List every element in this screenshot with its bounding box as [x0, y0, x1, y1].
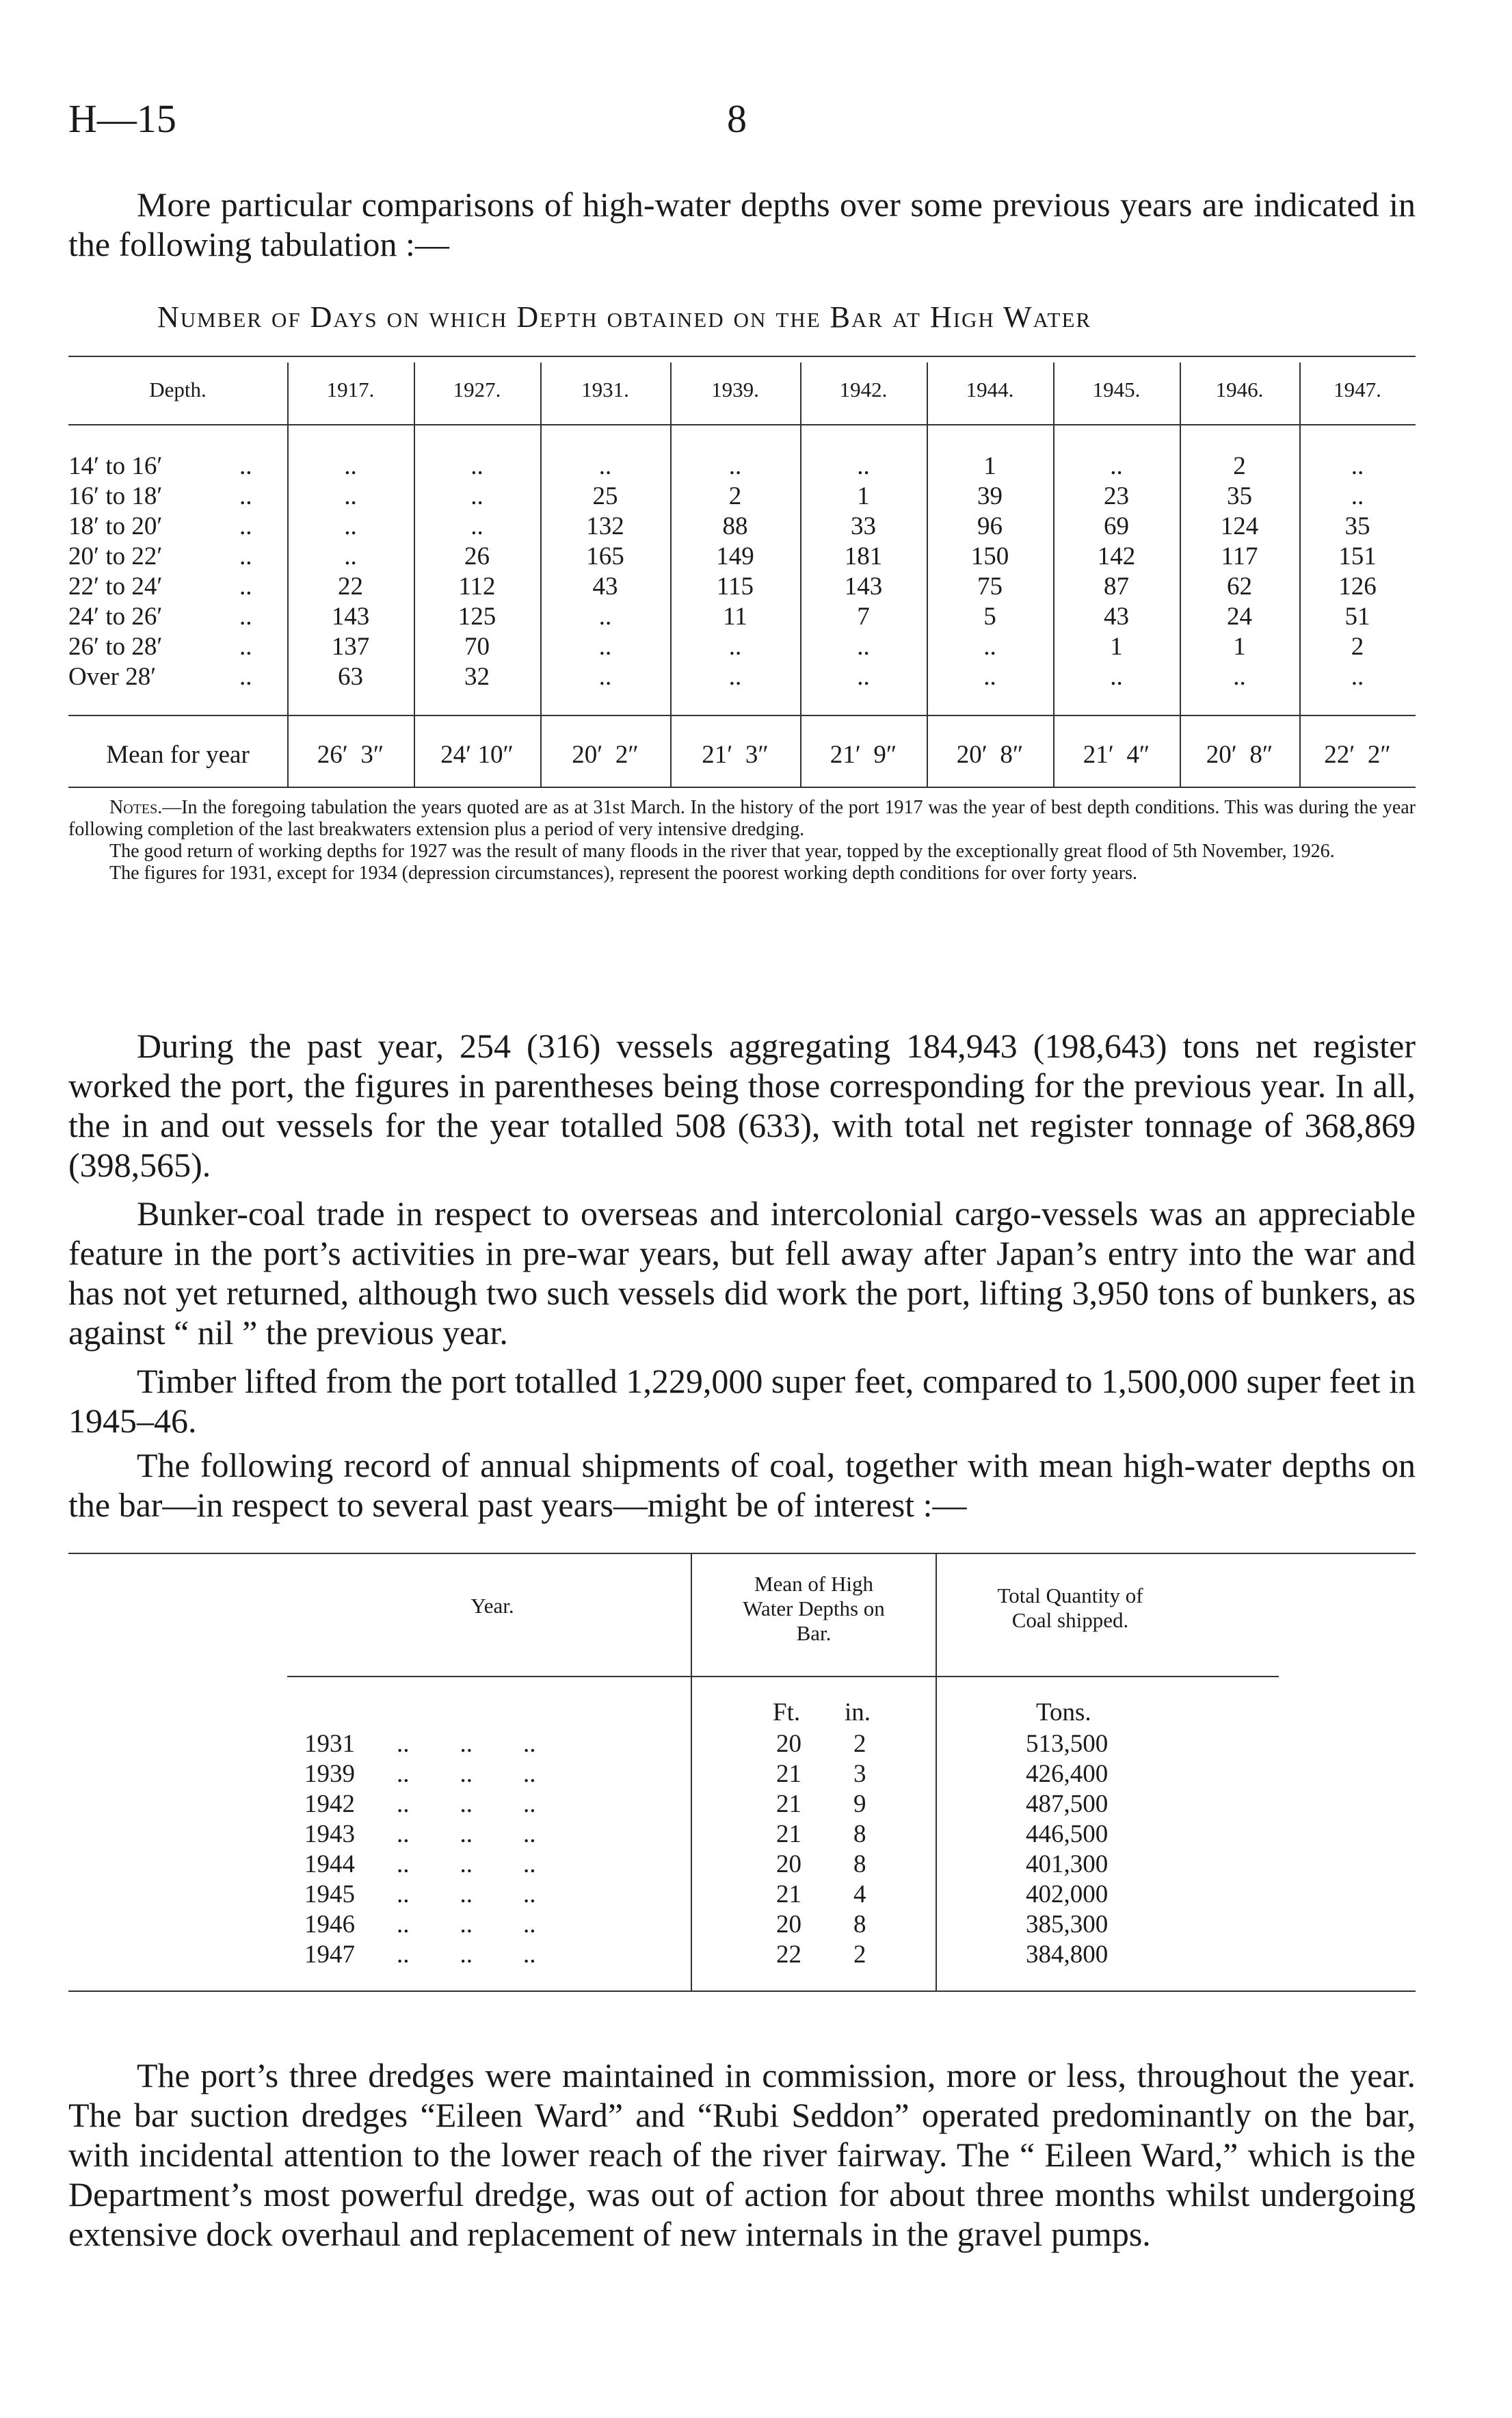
table2-year-cell: 1944	[304, 1850, 355, 1878]
table2-year-cell: 1947	[304, 1941, 355, 1969]
table1-cell: 69	[1104, 512, 1129, 540]
table2-in-cell: 8	[853, 1850, 866, 1878]
table1-cell: 96	[977, 512, 1003, 540]
table1-cell: 75	[977, 573, 1003, 601]
table1-cell: 23	[1104, 482, 1129, 510]
table1-cell: 43	[592, 573, 618, 601]
table2-in-cell: 3	[853, 1760, 866, 1788]
table2-tons-cell: 384,800	[1026, 1941, 1109, 1969]
table1-cell: 11	[723, 603, 747, 631]
table2-in-cell: 2	[853, 1730, 866, 1758]
table1-row-label: 14′ to 16′	[68, 452, 163, 480]
table1-mean-cell: 26′ 3″	[317, 741, 384, 769]
table1-cell: 39	[977, 482, 1003, 510]
table1-cell: 143	[844, 573, 883, 601]
table1-cell: 117	[1221, 542, 1258, 570]
table2-mean-header-line1: Mean of High	[754, 1572, 873, 1596]
bunker-coal-paragraph	[68, 1194, 1416, 1352]
table2-in-cell: 8	[853, 1910, 866, 1939]
timber-paragraph	[68, 1361, 1416, 1441]
table1-cell: 125	[457, 603, 496, 631]
table2-leader-dots: .. .. ..	[397, 1730, 536, 1758]
table1-cell: ..	[598, 663, 612, 691]
table1-cell: ..	[1351, 482, 1364, 510]
table1-cell: 26	[464, 542, 490, 570]
table2-year-header: Year.	[470, 1594, 514, 1618]
table1-column-header: 1942.	[839, 378, 888, 402]
table1-cell: 143	[331, 603, 370, 631]
table2-top-rule	[68, 1553, 1416, 1554]
table1-cell: ..	[983, 633, 996, 661]
table1-row-label: Over 28′	[68, 663, 157, 691]
table1-column-header: 1939.	[711, 378, 759, 402]
table1-mean-label: Mean for year	[106, 741, 250, 769]
table1-notes	[68, 797, 1416, 884]
table1-mean-cell: 21′ 4″	[1083, 741, 1150, 769]
table1-cell: 2	[1233, 452, 1246, 480]
table2-year-cell: 1931	[304, 1730, 355, 1758]
table1-cell: 88	[722, 512, 748, 540]
table2-year-cell: 1942	[304, 1790, 355, 1818]
table2-ft-cell: 21	[776, 1790, 801, 1818]
table1-cell: ..	[1110, 452, 1123, 480]
table1-cell: 70	[464, 633, 490, 661]
table2-total-header-line1: Total Quantity of	[997, 1583, 1143, 1607]
table2-divider-1	[691, 1553, 692, 1990]
intro-text: More particular comparisons of high-water depths over some previous years are indicated in the following tabulation :—	[68, 185, 1416, 263]
table1-row-leader-dots: ..	[239, 452, 252, 480]
notes-lead: Notes.	[109, 797, 163, 818]
table1-bottom-rule	[68, 787, 1416, 788]
depth-days-table	[68, 349, 1416, 800]
table2-leader-dots: .. .. ..	[397, 1850, 536, 1878]
table2-leader-dots: .. .. ..	[397, 1941, 536, 1969]
table2-in-cell: 8	[853, 1820, 866, 1848]
table1-row-leader-dots: ..	[239, 573, 252, 601]
table2-ft-cell: 22	[776, 1941, 801, 1969]
table2-ft-cell: 20	[776, 1910, 801, 1939]
table2-tons-cell: 426,400	[1026, 1760, 1109, 1788]
note-1-text: —In the foregoing tabulation the years quoted are as at 31st March. In the history of the port 1917 was the year of best depth conditions. This was during the year following completion of the last breakwaters extension plus a period of very intensive dredging.	[68, 797, 1416, 840]
table1-cell: 150	[970, 542, 1009, 570]
document-reference: H—15	[68, 96, 176, 141]
table1-cell: 137	[331, 633, 370, 661]
table1-cell: 112	[458, 573, 496, 601]
timber-text: Timber lifted from the port totalled 1,229,000 super feet, compared to 1,500,000 super feet in 1945–46.	[68, 1362, 1416, 1440]
table2-tons-cell: 446,500	[1026, 1820, 1109, 1848]
coal-intro-paragraph	[68, 1445, 1416, 1525]
table1-cell: 1	[857, 482, 870, 510]
table2-ft-cell: 20	[776, 1850, 801, 1878]
table1-cell: ..	[728, 452, 742, 480]
table2-in-cell: 4	[853, 1880, 866, 1908]
table1-cell: 62	[1227, 573, 1252, 601]
table1-cell: ..	[598, 633, 612, 661]
table2-leader-dots: .. .. ..	[397, 1760, 536, 1788]
table1-row-label: 22′ to 24′	[68, 573, 163, 601]
table1-cell: ..	[983, 663, 996, 691]
intro-paragraph	[68, 185, 1416, 264]
table2-year-cell: 1943	[304, 1820, 355, 1848]
table1-mean-cell: 21′ 3″	[702, 741, 769, 769]
table2-mean-header	[694, 1572, 933, 1646]
table1-cell: ..	[1110, 663, 1123, 691]
table1-cell: 25	[592, 482, 618, 510]
table1-cell: 63	[338, 663, 363, 691]
table2-total-header	[940, 1583, 1200, 1633]
table1-row-leader-dots: ..	[239, 512, 252, 540]
table1-header-rule	[68, 424, 1416, 425]
table2-tons-cell: 401,300	[1026, 1850, 1109, 1878]
table1-row-label: 16′ to 18′	[68, 482, 163, 510]
table1-cell: ..	[728, 663, 742, 691]
table1-title: Number of Days on which Depth obtained on the Bar at High Water	[157, 300, 1092, 334]
table1-cell: ..	[598, 452, 612, 480]
note-1	[68, 797, 1416, 841]
table1-column-header: Depth.	[149, 378, 207, 402]
table1-cell: 1	[1233, 633, 1246, 661]
table2-tons-cell: 487,500	[1026, 1790, 1109, 1818]
table2-header-rule	[287, 1676, 1279, 1677]
table2-ft-cell: 20	[776, 1730, 801, 1758]
table1-cell: 181	[844, 542, 883, 570]
table1-cell: ..	[1351, 663, 1364, 691]
table1-cell: 35	[1227, 482, 1252, 510]
table1-cell: 165	[586, 542, 624, 570]
table1-cell: 151	[1338, 542, 1377, 570]
table2-in-cell: 2	[853, 1941, 866, 1969]
dredges-text: The port’s three dredges were maintained in commission, more or less, throughout the year. The bar suction dredges “Eileen Ward” and “Rubi Seddon” operated predominantly on the bar, with incidental attention to the lower reach of the river fairway. The “ Eileen Ward,” which is the Department’s most powerful dredge, was out of action for about three months whilst undergoing extensive dock overhaul and replacement of new internals in the gravel pumps.	[68, 2056, 1416, 2253]
table1-cell: ..	[857, 663, 870, 691]
table1-cell: ..	[728, 633, 742, 661]
table1-cell: 7	[857, 603, 870, 631]
table1-cell: 5	[983, 603, 996, 631]
table1-column-header: 1927.	[453, 378, 501, 402]
table1-cell: ..	[344, 482, 357, 510]
table1-mean-cell: 20′ 8″	[956, 741, 1024, 769]
table1-cell: 115	[716, 573, 754, 601]
table1-cell: 132	[586, 512, 624, 540]
table2-year-cell: 1939	[304, 1760, 355, 1788]
table1-cell: 149	[716, 542, 754, 570]
table1-cell: ..	[1351, 452, 1364, 480]
table1-cell: 1	[1110, 633, 1123, 661]
table1-row-leader-dots: ..	[239, 633, 252, 661]
table1-row-label: 24′ to 26′	[68, 603, 163, 631]
table1-row-label: 18′ to 20′	[68, 512, 163, 540]
table2-leader-dots: .. .. ..	[397, 1820, 536, 1848]
table1-row-leader-dots: ..	[239, 542, 252, 570]
table2-leader-dots: .. .. ..	[397, 1790, 536, 1818]
table1-cell: 24	[1227, 603, 1252, 631]
page-number: 8	[727, 96, 747, 141]
table2-unit-ft: Ft.	[773, 1698, 801, 1726]
table1-cell: 35	[1344, 512, 1370, 540]
table1-cell: 1	[983, 452, 996, 480]
table2-year-cell: 1946	[304, 1910, 355, 1939]
table1-cell: ..	[857, 452, 870, 480]
table2-leader-dots: .. .. ..	[397, 1910, 536, 1939]
table1-cell: ..	[470, 452, 483, 480]
table1-cell: ..	[344, 512, 357, 540]
table1-row-leader-dots: ..	[239, 482, 252, 510]
table2-unit-tons: Tons.	[1036, 1698, 1091, 1726]
vessels-text: During the past year, 254 (316) vessels aggregating 184,943 (198,643) tons net register worked the port, the figures in parentheses being those corresponding for the previous year. In all, the in and out vessels for the year totalled 508 (633), with total net register tonnage of 368,869 (398,565).	[68, 1027, 1416, 1184]
table1-cell: ..	[470, 482, 483, 510]
table2-leader-dots: .. .. ..	[397, 1880, 536, 1908]
table1-cell: 124	[1220, 512, 1259, 540]
table1-mean-cell: 22′ 2″	[1324, 741, 1391, 769]
table1-row-label: 20′ to 22′	[68, 542, 163, 570]
table1-row-leader-dots: ..	[239, 603, 252, 631]
table1-top-rule	[68, 356, 1416, 357]
dredges-paragraph	[68, 2055, 1416, 2254]
table1-row-label: 26′ to 28′	[68, 633, 163, 661]
table1-cell: 2	[1351, 633, 1364, 661]
table1-row-leader-dots: ..	[239, 663, 252, 691]
table1-mean-cell: 21′ 9″	[830, 741, 897, 769]
table2-divider-2	[936, 1553, 937, 1990]
coal-intro-text: The following record of annual shipments of coal, together with mean high-water depths on the bar—in respect to several past years—might be of interest :—	[68, 1446, 1416, 1524]
table2-tons-cell: 402,000	[1026, 1880, 1109, 1908]
table1-cell: 2	[728, 482, 742, 510]
table1-column-header: 1944.	[966, 378, 1014, 402]
table1-cell: ..	[344, 542, 357, 570]
table2-mean-header-line2: Water Depths on	[743, 1596, 885, 1620]
table1-cell: ..	[857, 633, 870, 661]
table1-mean-cell: 20′ 2″	[572, 741, 639, 769]
note-2: The good return of working depths for 1927 was the result of many floods in the river that year, topped by the exceptionally great flood of 5th November, 1926.	[109, 841, 1335, 862]
table1-cell: ..	[598, 603, 612, 631]
table2-tons-cell: 513,500	[1026, 1730, 1109, 1758]
table1-cell: ..	[344, 452, 357, 480]
table2-year-cell: 1945	[304, 1880, 355, 1908]
table2-unit-in: in.	[845, 1698, 871, 1726]
table1-cell: 32	[464, 663, 490, 691]
table1-cell: 33	[851, 512, 876, 540]
table1-cell: 142	[1097, 542, 1136, 570]
table2-mean-header-line3: Bar.	[796, 1621, 832, 1645]
table1-mean-cell: 24′ 10″	[440, 741, 514, 769]
table1-cell: ..	[470, 512, 483, 540]
table2-ft-cell: 21	[776, 1760, 801, 1788]
table2-in-cell: 9	[853, 1790, 866, 1818]
table2-ft-cell: 21	[776, 1820, 801, 1848]
table2-total-header-line2: Coal shipped.	[1011, 1608, 1129, 1632]
vessels-paragraph	[68, 1026, 1416, 1185]
coal-shipments-table	[68, 1553, 1416, 2004]
table1-cell: 43	[1104, 603, 1129, 631]
table1-column-header: 1946.	[1215, 378, 1264, 402]
table1-cell: 126	[1338, 573, 1377, 601]
note-3: The figures for 1931, except for 1934 (depression circumstances), represent the poorest working depth conditions for over forty years.	[109, 863, 1137, 884]
table1-mean-rule	[68, 715, 1416, 716]
table1-cell: 51	[1344, 603, 1370, 631]
table1-cell: 22	[338, 573, 363, 601]
table1-column-header: 1931.	[581, 378, 629, 402]
table1-column-header: 1945.	[1092, 378, 1141, 402]
table2-ft-cell: 21	[776, 1880, 801, 1908]
table2-bottom-rule	[68, 1990, 1416, 1992]
table1-cell: 87	[1104, 573, 1129, 601]
table2-tons-cell: 385,300	[1026, 1910, 1109, 1939]
table1-column-header: 1917.	[326, 378, 375, 402]
bunker-coal-text: Bunker-coal trade in respect to overseas and intercolonial cargo-vessels was an appreciable feature in the port’s activities in pre-war years, but fell away after Japan’s entry into the war and has not yet returned, although two such vessels did work the port, lifting 3,950 tons of bunkers, as against “ nil ” the previous year.	[68, 1194, 1416, 1352]
table1-mean-cell: 20′ 8″	[1206, 741, 1273, 769]
table1-column-header: 1947.	[1334, 378, 1381, 402]
table1-cell: ..	[1233, 663, 1246, 691]
